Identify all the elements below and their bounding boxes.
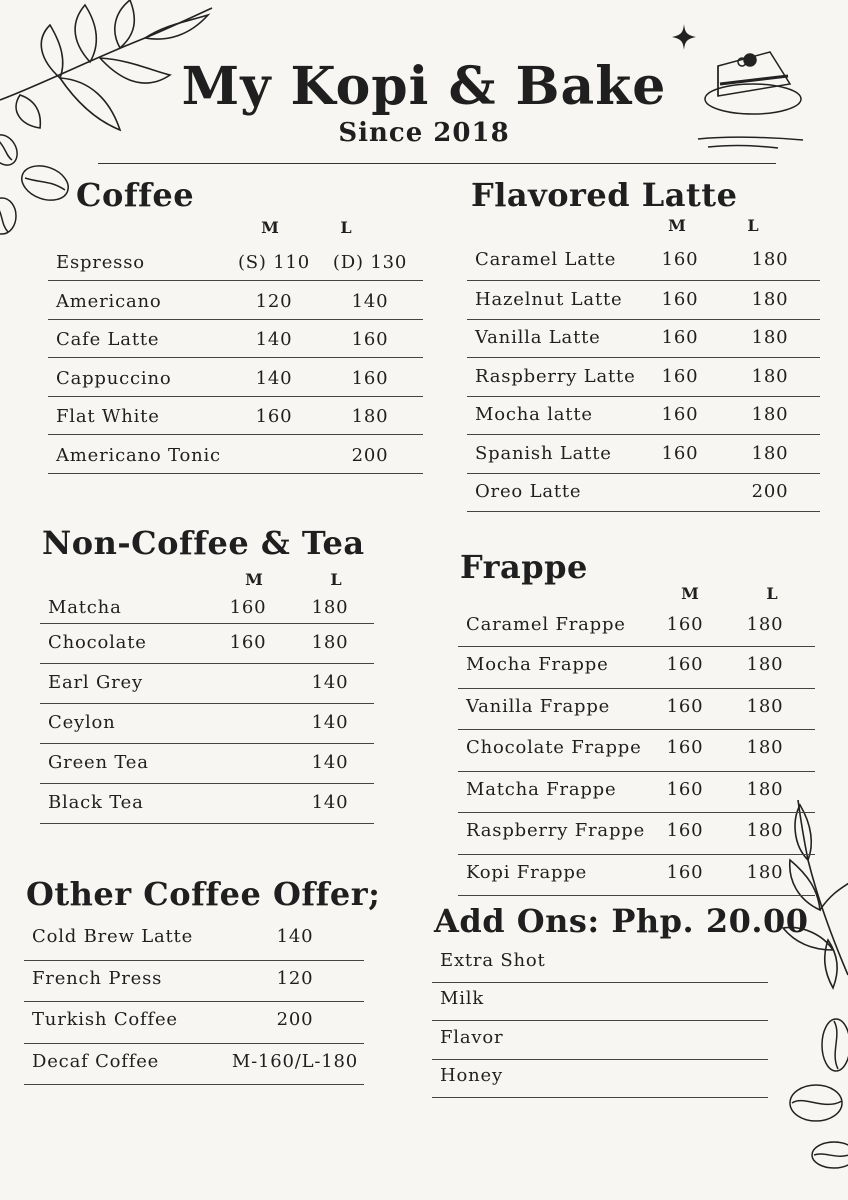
add-ons-section-title: Add Ons: Php. 20.00 bbox=[434, 902, 809, 940]
menu-item-row bbox=[458, 689, 815, 731]
item-name: Matcha bbox=[48, 596, 122, 618]
size-m-label: M bbox=[681, 584, 699, 603]
item-price-large: 140 bbox=[351, 290, 389, 312]
menu-item-row bbox=[467, 281, 820, 320]
item-name: Green Tea bbox=[48, 751, 149, 773]
other-coffee-section bbox=[24, 875, 381, 1085]
frappe-size-header bbox=[458, 586, 815, 608]
item-price-medium: 160 bbox=[661, 442, 699, 464]
menu-item-row bbox=[458, 730, 815, 772]
size-m-label: M bbox=[261, 218, 279, 237]
item-price-medium: 160 bbox=[661, 288, 699, 310]
item-name: Turkish Coffee bbox=[32, 1009, 178, 1031]
item-name: Milk bbox=[440, 988, 485, 1010]
flavored-latte-size-header bbox=[467, 218, 820, 240]
flavored-latte-section-title: Flavored Latte bbox=[471, 176, 738, 214]
item-name: Decaf Coffee bbox=[32, 1050, 160, 1072]
item-name: Mocha Frappe bbox=[466, 654, 609, 676]
menu-item-row bbox=[432, 983, 768, 1022]
item-price-large: 180 bbox=[751, 442, 789, 464]
menu-item-row bbox=[432, 944, 768, 983]
menu-item-row bbox=[467, 474, 820, 513]
item-name: Caramel Frappe bbox=[466, 614, 626, 635]
page-subtitle: Since 2018 bbox=[338, 118, 510, 148]
item-name: Vanilla Frappe bbox=[466, 695, 611, 717]
menu-item-row bbox=[24, 961, 364, 1003]
coffee-section-title: Coffee bbox=[76, 176, 195, 214]
menu-item-row bbox=[40, 744, 374, 784]
item-price-large: 180 bbox=[746, 614, 784, 635]
menu-item-row bbox=[458, 647, 815, 689]
menu-item-row bbox=[432, 1060, 768, 1099]
item-price-large: 200 bbox=[351, 444, 389, 466]
item-price-medium: 140 bbox=[255, 367, 293, 389]
item-name: Americano Tonic bbox=[56, 444, 221, 466]
size-l-label: L bbox=[747, 216, 759, 235]
item-name: Spanish Latte bbox=[475, 442, 612, 464]
item-price-large: 180 bbox=[351, 406, 389, 428]
item-price-large: 140 bbox=[311, 671, 349, 693]
item-price-large: 140 bbox=[311, 791, 349, 813]
item-name: Flat White bbox=[56, 406, 160, 428]
item-price-large: 180 bbox=[746, 737, 784, 759]
menu-item-row bbox=[458, 813, 815, 855]
menu-item-row bbox=[24, 1002, 364, 1044]
size-l-label: L bbox=[340, 218, 352, 237]
item-price: 200 bbox=[276, 1009, 314, 1031]
flavored-latte-section bbox=[467, 176, 820, 512]
item-price: M-160/L-180 bbox=[231, 1050, 359, 1072]
page-title: My Kopi & Bake bbox=[181, 56, 667, 117]
item-name: Honey bbox=[440, 1065, 503, 1087]
item-name: Caramel Latte bbox=[475, 249, 617, 270]
item-price: 120 bbox=[276, 967, 314, 989]
menu-item-row bbox=[48, 435, 423, 474]
item-price-medium: 160 bbox=[666, 654, 704, 676]
item-price-large: 180 bbox=[746, 778, 784, 800]
size-m-label: M bbox=[668, 216, 686, 235]
item-name: Cold Brew Latte bbox=[32, 926, 194, 948]
menu-item-row bbox=[467, 435, 820, 474]
coffee-beans-bottom-icon bbox=[784, 1015, 848, 1175]
item-name: Matcha Frappe bbox=[466, 778, 617, 800]
item-price-medium: 160 bbox=[666, 695, 704, 717]
menu-item-row bbox=[24, 1044, 364, 1086]
item-name: Earl Grey bbox=[48, 671, 143, 693]
item-price-large: 180 bbox=[751, 288, 789, 310]
menu-item-row bbox=[467, 240, 820, 281]
item-name: Cafe Latte bbox=[56, 329, 160, 351]
menu-item-row bbox=[458, 772, 815, 814]
menu-item-row bbox=[458, 608, 815, 647]
item-price-large: 180 bbox=[746, 654, 784, 676]
item-price: 140 bbox=[276, 926, 314, 948]
menu-item-row bbox=[24, 919, 364, 961]
item-name: Extra Shot bbox=[440, 949, 546, 971]
item-price-medium: 160 bbox=[661, 404, 699, 426]
item-price-large: 140 bbox=[311, 711, 349, 733]
frappe-section bbox=[458, 548, 815, 896]
item-name: Ceylon bbox=[48, 711, 116, 733]
menu-item-row bbox=[40, 594, 374, 624]
item-price-medium: 160 bbox=[229, 596, 267, 618]
item-name: Oreo Latte bbox=[475, 481, 582, 503]
item-price-large: 180 bbox=[311, 596, 349, 618]
non-coffee-section-title: Non-Coffee & Tea bbox=[42, 524, 365, 562]
item-name: Raspberry Latte bbox=[475, 365, 636, 387]
item-price-large: 160 bbox=[351, 367, 389, 389]
item-price-large: 180 bbox=[751, 404, 789, 426]
non-coffee-section bbox=[40, 524, 374, 824]
non-coffee-size-header bbox=[40, 572, 374, 594]
other-coffee-section-title: Other Coffee Offer; bbox=[26, 875, 381, 913]
item-name: Espresso bbox=[56, 252, 145, 273]
item-price-medium: (S) 110 bbox=[237, 252, 311, 273]
item-price-medium: 160 bbox=[229, 631, 267, 653]
menu-item-row bbox=[48, 281, 423, 320]
item-price-large: 180 bbox=[751, 249, 789, 270]
item-price-large: 140 bbox=[311, 751, 349, 773]
coffee-section bbox=[48, 176, 423, 474]
item-price-medium: 140 bbox=[255, 329, 293, 351]
item-price-large: 180 bbox=[746, 695, 784, 717]
item-price-medium: 160 bbox=[666, 778, 704, 800]
item-name: Americano bbox=[56, 290, 162, 312]
menu-item-row bbox=[467, 320, 820, 359]
item-price-medium: 160 bbox=[666, 820, 704, 842]
item-price-large: (D) 130 bbox=[332, 252, 408, 273]
size-l-label: L bbox=[330, 570, 342, 589]
item-name: Cappuccino bbox=[56, 367, 172, 389]
sparkle-icon bbox=[672, 24, 696, 50]
menu-item-row bbox=[467, 358, 820, 397]
item-name: Mocha latte bbox=[475, 404, 593, 426]
item-price-large: 200 bbox=[751, 481, 789, 503]
menu-item-row bbox=[40, 784, 374, 824]
size-m-label: M bbox=[245, 570, 263, 589]
menu-item-row bbox=[40, 664, 374, 704]
menu-item-row bbox=[48, 358, 423, 397]
menu-item-row bbox=[48, 397, 423, 436]
item-price-medium: 160 bbox=[661, 327, 699, 349]
item-price-large: 180 bbox=[751, 365, 789, 387]
item-price-medium: 120 bbox=[255, 290, 293, 312]
item-name: Hazelnut Latte bbox=[475, 288, 623, 310]
item-name: French Press bbox=[32, 967, 163, 989]
menu-item-row bbox=[458, 855, 815, 897]
size-l-label: L bbox=[766, 584, 778, 603]
item-name: Black Tea bbox=[48, 791, 144, 813]
item-price-medium: 160 bbox=[661, 249, 699, 270]
menu-item-row bbox=[40, 704, 374, 744]
menu-item-row bbox=[40, 624, 374, 664]
item-price-medium: 160 bbox=[255, 406, 293, 428]
frappe-section-title: Frappe bbox=[460, 548, 588, 586]
item-price-medium: 160 bbox=[666, 614, 704, 635]
item-name: Flavor bbox=[440, 1026, 504, 1048]
item-name: Chocolate Frappe bbox=[466, 737, 642, 759]
item-name: Raspberry Frappe bbox=[466, 820, 646, 842]
item-name: Vanilla Latte bbox=[475, 327, 601, 349]
item-price-large: 160 bbox=[351, 329, 389, 351]
item-price-medium: 160 bbox=[661, 365, 699, 387]
item-name: Kopi Frappe bbox=[466, 861, 588, 883]
item-price-medium: 160 bbox=[666, 861, 704, 883]
menu-item-row bbox=[432, 1021, 768, 1060]
menu-item-row bbox=[48, 320, 423, 359]
item-price-large: 180 bbox=[751, 327, 789, 349]
item-price-medium: 160 bbox=[666, 737, 704, 759]
item-price-large: 180 bbox=[746, 861, 784, 883]
coffee-size-header bbox=[48, 220, 423, 242]
menu-item-row bbox=[467, 397, 820, 436]
add-ons-section bbox=[432, 902, 809, 1098]
header-divider bbox=[98, 163, 776, 164]
item-name: Chocolate bbox=[48, 631, 147, 653]
menu-item-row bbox=[48, 242, 423, 281]
item-price-large: 180 bbox=[311, 631, 349, 653]
item-price-large: 180 bbox=[746, 820, 784, 842]
